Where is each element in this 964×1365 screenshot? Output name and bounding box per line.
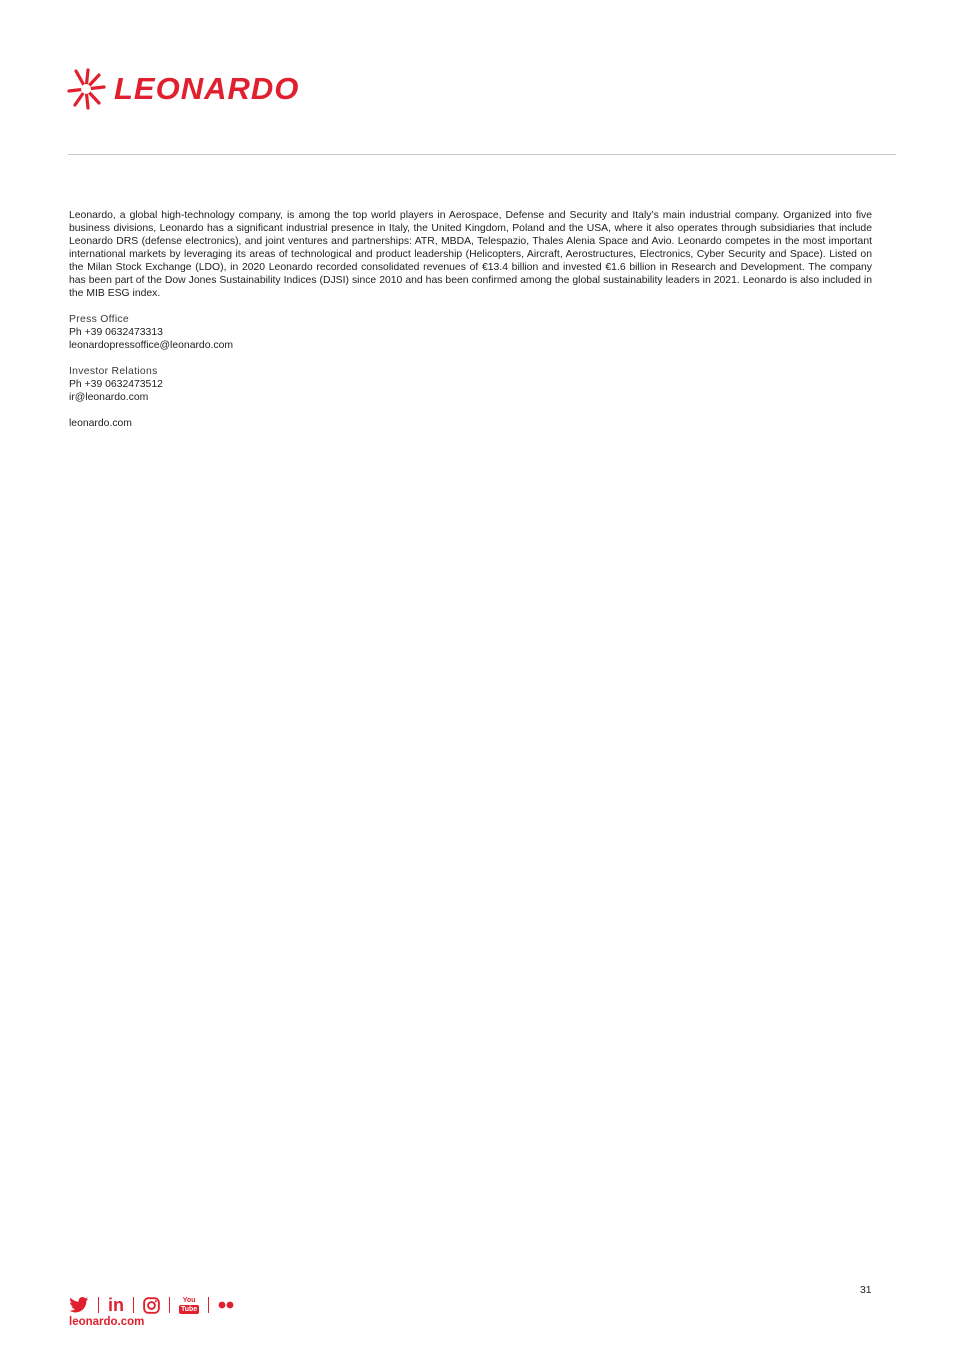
youtube-icon[interactable] — [179, 1297, 199, 1314]
page-number: 31 — [860, 1285, 872, 1296]
press-office-phone: Ph +39 0632473313 — [69, 327, 163, 338]
linkedin-icon[interactable] — [108, 1296, 124, 1314]
leonardo-star-icon — [66, 67, 106, 111]
linkedin-text: in — [108, 1295, 124, 1315]
leonardo-logo — [66, 66, 299, 112]
press-office-heading: Press Office — [69, 314, 129, 325]
youtube-top-text: You — [182, 1296, 196, 1304]
flickr-icon[interactable] — [218, 1301, 234, 1309]
youtube-bottom-text: Tube — [181, 1305, 198, 1313]
press-office-block — [69, 313, 233, 352]
social-divider — [98, 1297, 99, 1313]
social-divider — [169, 1297, 170, 1313]
logo-wordmark: LEONARDO — [114, 71, 300, 106]
header-divider — [68, 154, 896, 155]
investor-relations-email[interactable]: ir@leonardo.com — [69, 392, 149, 403]
footer-website[interactable]: leonardo.com — [69, 1316, 145, 1328]
investor-relations-block — [69, 365, 163, 404]
instagram-icon[interactable] — [143, 1297, 160, 1314]
website-link[interactable]: leonardo.com — [69, 418, 132, 429]
press-office-email[interactable]: leonardopressoffice@leonardo.com — [69, 340, 234, 351]
social-links — [69, 1295, 234, 1315]
twitter-icon[interactable] — [69, 1297, 89, 1313]
social-divider — [208, 1297, 209, 1313]
about-paragraph: Leonardo, a global high-technology company, is among the top world players in Aerospace, Defense and Security and Italy’s main industrial company. Organized into five business divisions, Leonardo has a significant industrial presence in Italy, the United Kingdom, Poland and the USA, where it also operates through subsidiaries that include Leonardo DRS (defense electronics), and joint ventures and partnerships: ATR, MBDA, Telespazio, Thales Alenia Space and Avio. Leonardo competes in the most important international markets by leveraging its areas of technological and product leadership (Helicopters, Aircraft, Aerostructures, Electronics, Cyber Security and Space). Listed on the Milan Stock Exchange (LDO), in 2020 Leonardo recorded consolidated revenues of €13.4 billion and invested €1.6 billion in Research and Development. The company has been part of the Dow Jones Sustainability Indices (DJSI) since 2010 and has been confirmed among the global sustainability leaders in 2021. Leonardo is also included in the MIB ESG index. — [69, 210, 872, 299]
investor-relations-heading: Investor Relations — [69, 366, 158, 377]
investor-relations-phone: Ph +39 0632473512 — [69, 379, 163, 390]
social-divider — [133, 1297, 134, 1313]
